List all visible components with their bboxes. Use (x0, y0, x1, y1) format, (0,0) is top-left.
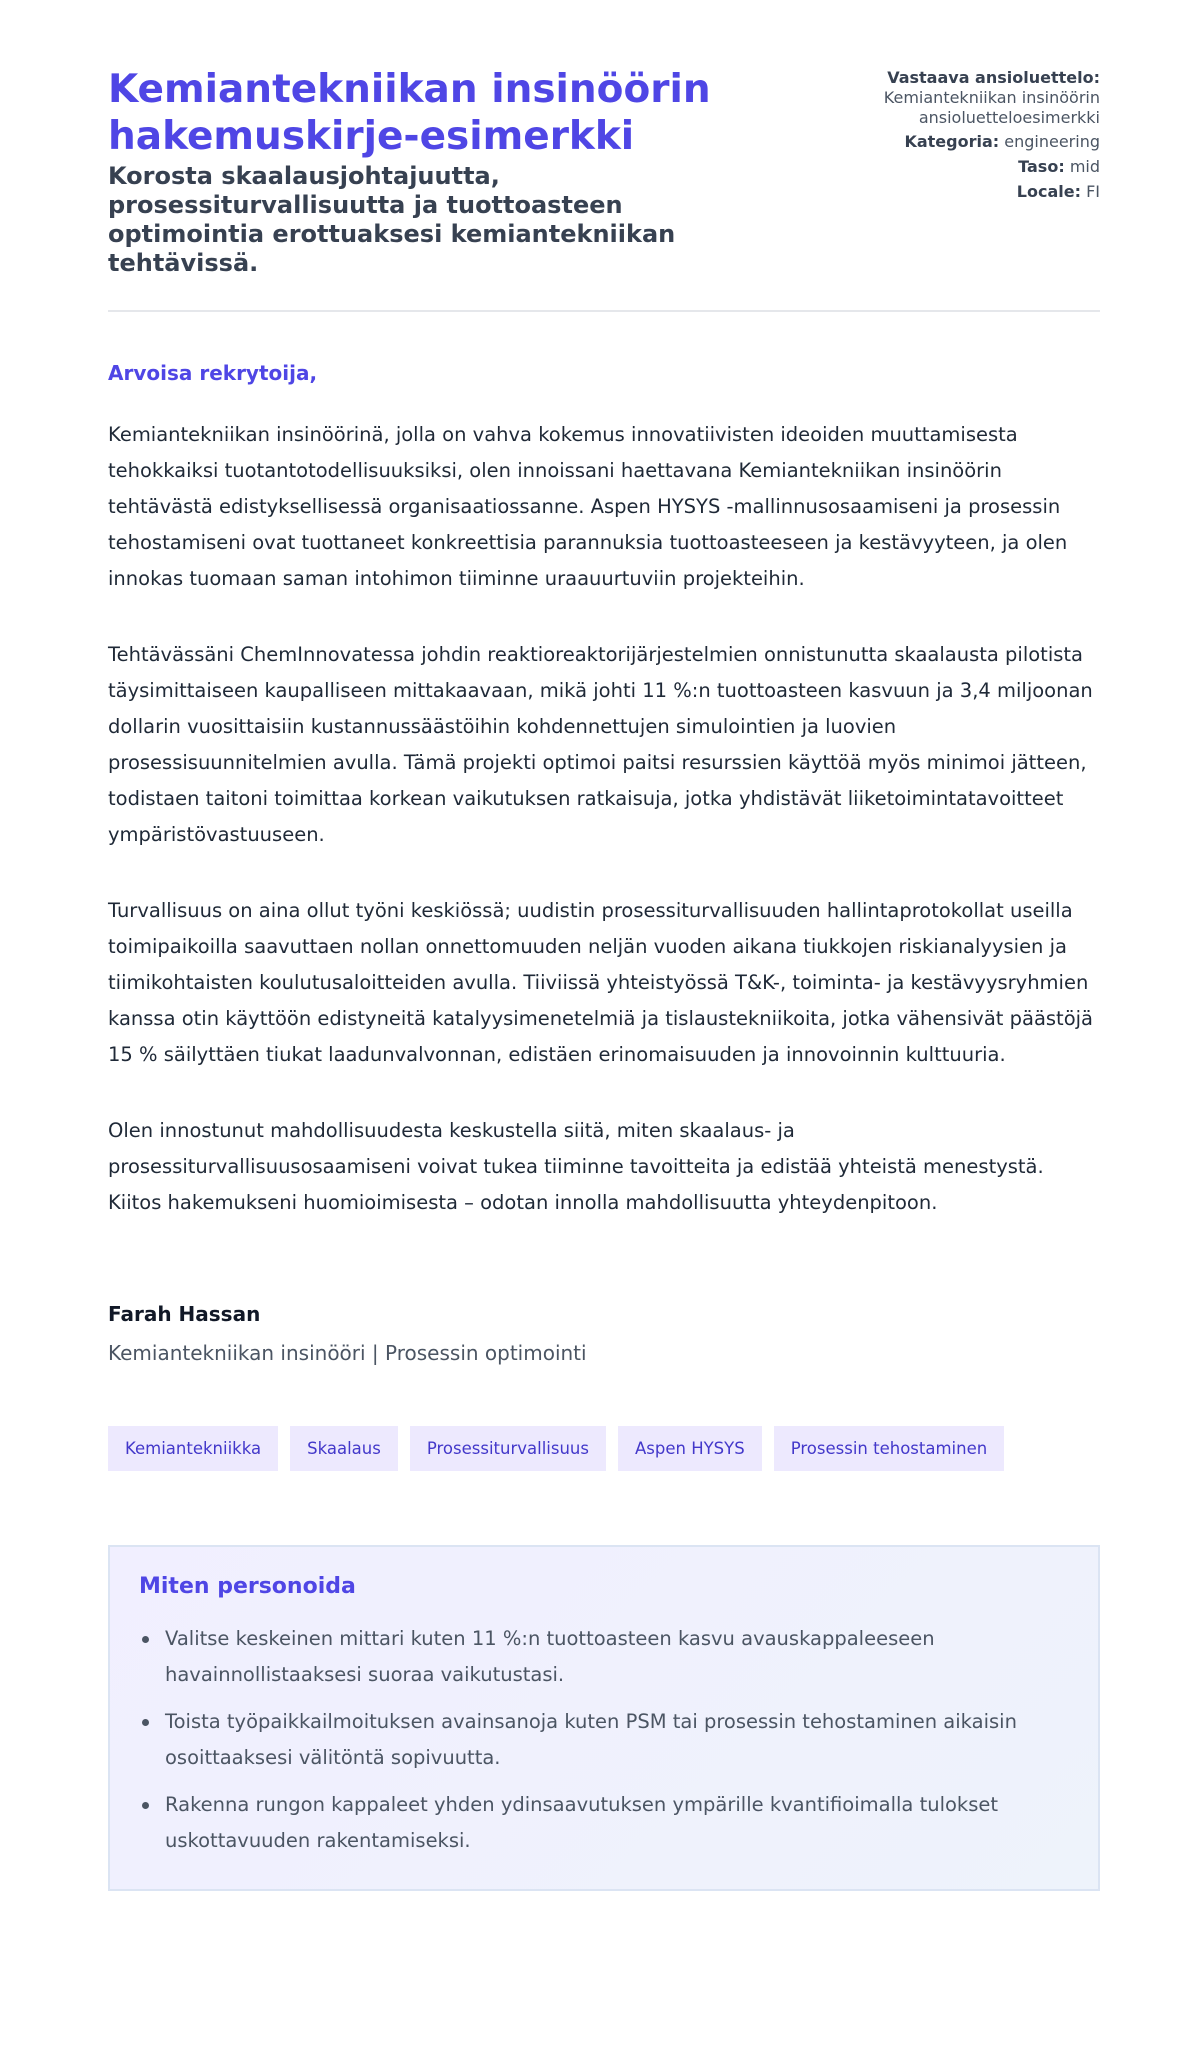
letter-paragraph: Tehtävässäni ChemInnovatessa johdin reaktioreaktorijärjestelmien onnistunutta skaalausta pilotista täysimittaiseen kaupalliseen mittakaavaan, mikä johti 11 %:n tuottoasteen kasvuun ja 3,4 miljoonan dollarin vuosittaisiin kustannussäästöihin kohdennettujen simulointien ja luovien prosessisuunnitelmien avulla. Tämä projekti optimoi paitsi resurssien käyttöä myös minimoi jätteen, todistaen taitoni toimittaa korkean vaikutuksen ratkaisuja, jotka yhdistävät liiketoimintatavoitteet ympäristövastuuseen. (108, 643, 1093, 846)
tips-item: Valitse keskeinen mittari kuten 11 %:n tuottoasteen kasvu avauskappaleeseen havainnollistaaksesi suoraa vaikutustasi. (139, 1621, 1068, 1693)
tag-chip[interactable]: Prosessin tehostaminen (774, 1426, 1004, 1471)
tag-chip[interactable]: Aspen HYSYS (618, 1426, 762, 1471)
meta-resume-label: Vastaava ansioluettelo: (887, 68, 1100, 87)
tips-title: Miten personoida (139, 1574, 356, 1599)
meta-locale-value: FI (1086, 182, 1100, 201)
signature-block (108, 1301, 1100, 1366)
signature-name: Farah Hassan (108, 1302, 261, 1326)
meta-level-label: Taso: (1018, 157, 1065, 176)
signature-title: Kemiantekniikan insinööri | Prosessin optimointi (108, 1341, 587, 1365)
meta-panel (800, 66, 1100, 207)
meta-category-label: Kategoria: (904, 132, 1000, 151)
letter-body (108, 360, 1100, 1366)
meta-category-value: engineering (1004, 132, 1100, 151)
meta-category (800, 132, 1100, 152)
page-subtitle: Korosta skaalausjohtajuutta, prosessiturvallisuutta ja tuottoasteen optimointia erottuaksesi kemiantekniikan tehtävissä. (108, 162, 676, 277)
letter-greeting: Arvoisa rekrytoija, (108, 361, 318, 385)
tag-chip[interactable]: Kemiantekniikka (108, 1426, 278, 1471)
tips-item: Rakenna rungon kappaleet yhden ydinsaavutuksen ympärille kvantifioimalla tulokset uskottavuuden rakentamiseksi. (139, 1787, 1068, 1859)
header-titles (108, 66, 748, 278)
letter-paragraph: Kemiantekniikan insinöörinä, jolla on vahva kokemus innovatiivisten ideoiden muuttamisesta tehokkaiksi tuotantotodellisuuksiksi, olen innoissani haettavana Kemiantekniikan insinöörin tehtävästä edistyksellisessä organisaatiossanne. Aspen HYSYS -mallinnusosaamiseni ja prosessin tehostamiseni ovat tuottaneet konkreettisia parannuksia tuottoasteeseen ja kestävyyteen, ja olen innokas tuomaan saman intohimon tiiminne uraauurtuviin projekteihin. (108, 423, 1068, 590)
tips-item: Toista työpaikkailmoituksen avainsanoja kuten PSM tai prosessin tehostaminen aikaisin osoittaaksesi välitöntä sopivuutta. (139, 1704, 1068, 1776)
letter-paragraph: Turvallisuus on aina ollut työni keskiössä; uudistin prosessiturvallisuuden hallintaprotokollat useilla toimipaikoilla saavuttaen nollan onnettomuuden neljän vuoden aikana tiukkojen riskianalyysien ja tiimikohtaisten koulutusaloitteiden avulla. Tiiviissä yhteistyössä T&K-, toiminta- ja kestävyysryhmien kanssa otin käyttöön edistyneitä katalyysimenetelmiä ja tislaustekniikoita, jotka vähensivät päästöjä 15 % säilyttäen tiukat laadunvalvonnan, edistäen erinomaisuuden ja innovoinnin kulttuuria. (108, 899, 1093, 1066)
tag-chip[interactable]: Prosessiturvallisuus (410, 1426, 606, 1471)
meta-locale (800, 182, 1100, 202)
letter-paragraph: Olen innostunut mahdollisuudesta keskustella siitä, miten skaalaus- ja prosessiturvallisuusosaamiseni voivat tukea tiiminne tavoitteita ja edistää yhteistä menestystä. Kiitos hakemukseni huomioimisesta – odotan innolla mahdollisuutta yhteydenpitoon. (108, 1119, 1044, 1214)
personalization-tips (108, 1545, 1100, 1891)
cover-letter-page (108, 66, 1100, 1891)
meta-level-value: mid (1069, 157, 1100, 176)
page-header (108, 66, 1100, 278)
tag-chip[interactable]: Skaalaus (290, 1426, 398, 1471)
meta-locale-label: Locale: (1016, 182, 1081, 201)
meta-related-resume (800, 68, 1100, 128)
header-divider (108, 310, 1100, 312)
meta-level (800, 157, 1100, 177)
meta-resume-link[interactable]: Kemiantekniikan insinöörin ansioluetteloesimerkki (883, 88, 1100, 127)
tag-list (108, 1426, 1100, 1471)
page-title: Kemiantekniikan insinöörin hakemuskirje-esimerkki (108, 67, 711, 159)
tips-list (139, 1621, 1068, 1859)
